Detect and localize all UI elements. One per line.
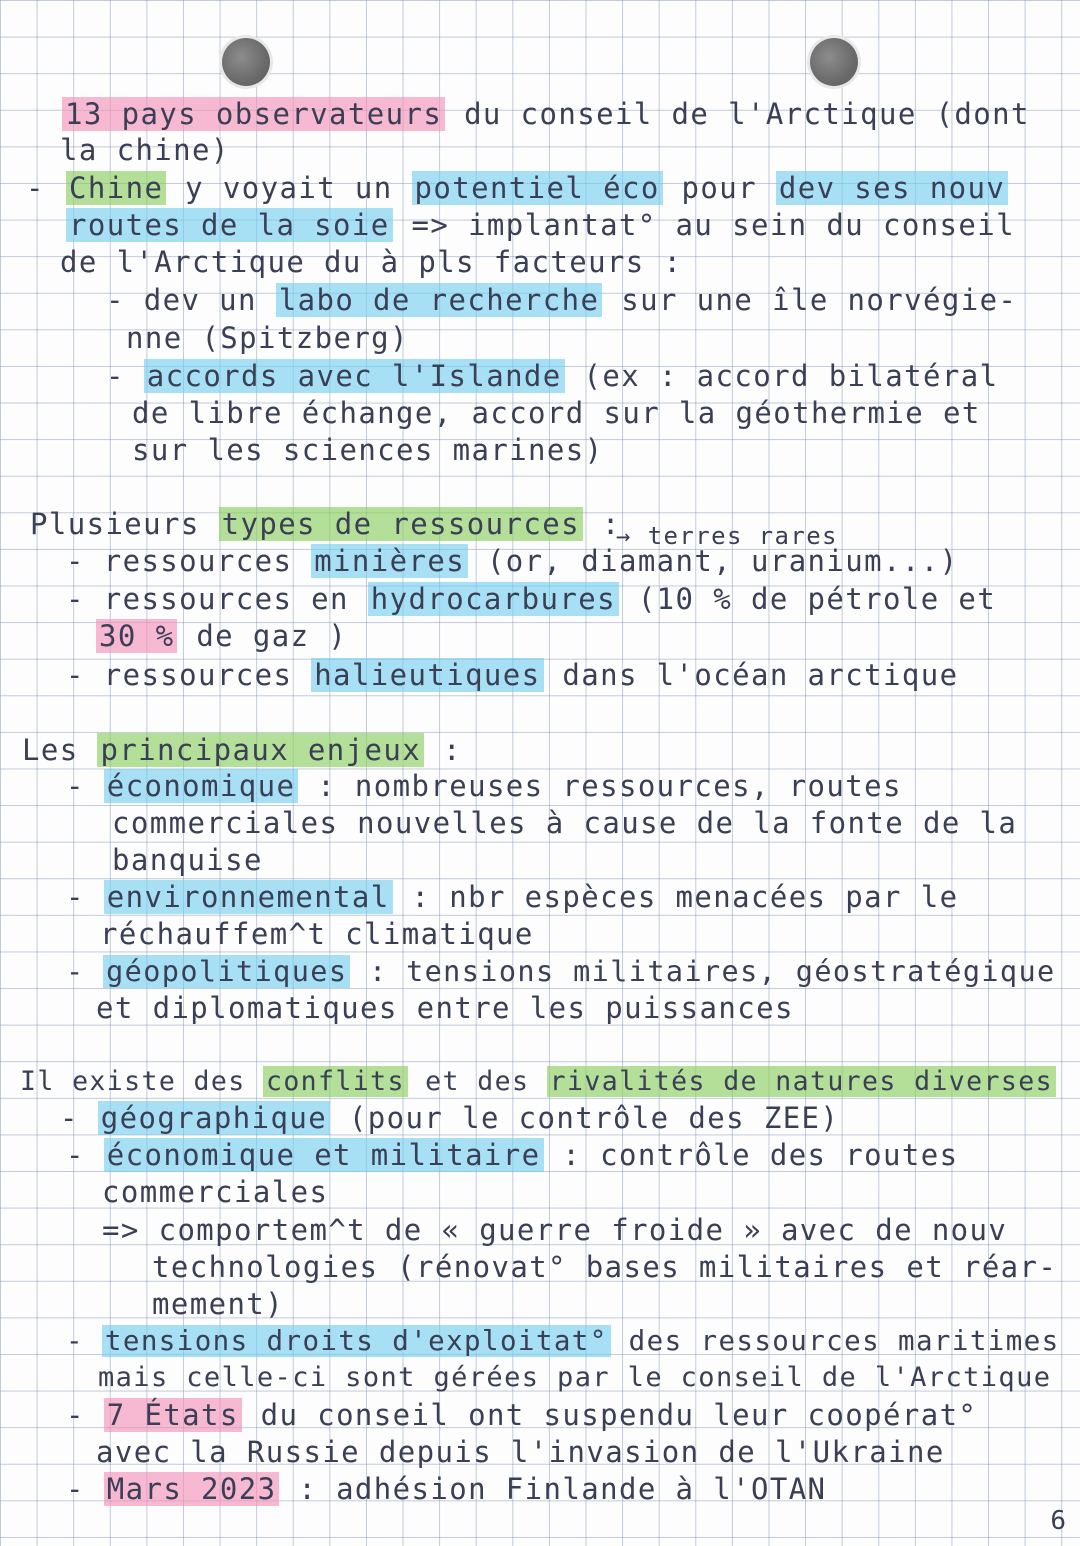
highlight-blue: dev ses nouv <box>776 171 1008 205</box>
note-line <box>96 990 794 1026</box>
note-line <box>66 581 996 617</box>
note-text: : adhésion Finlande à l'OTAN <box>279 1472 827 1506</box>
note-text: : nbr espèces menacées par le <box>392 880 959 914</box>
note-text: sur les sciences marines) <box>132 433 604 467</box>
note-line <box>132 395 981 431</box>
note-line <box>22 732 462 768</box>
note-line <box>66 170 1008 206</box>
note-line <box>96 1434 945 1470</box>
note-text: de libre échange, accord sur la géothermie et <box>132 396 981 430</box>
note-text: - <box>66 1472 104 1506</box>
note-line <box>62 96 1030 132</box>
note-text: mement) <box>152 1287 285 1321</box>
note-text: - ressources <box>66 658 312 692</box>
note-line <box>112 842 263 878</box>
note-text: => comportem^t de « guerre froide » avec de nouv <box>102 1213 1008 1247</box>
note-line <box>66 657 958 693</box>
note-line <box>98 1360 1051 1396</box>
note-line <box>66 1397 977 1433</box>
highlight-blue: routes de la soie <box>66 208 393 242</box>
note-line <box>66 207 1015 243</box>
highlight-blue: économique <box>104 769 299 803</box>
note-text: de l'Arctique du à pls facteurs : <box>60 245 683 279</box>
highlight-green: principaux enjeux <box>97 733 424 767</box>
note-text: - <box>66 1138 104 1172</box>
note-line <box>20 1064 1056 1100</box>
note-text: du conseil de l'Arctique (dont <box>445 97 1030 131</box>
note-text: - ressources <box>66 544 312 578</box>
note-text: sur une île norvégie- <box>602 283 1018 317</box>
note-line <box>66 1471 826 1507</box>
note-line <box>102 1212 1007 1248</box>
note-line <box>112 805 1017 841</box>
note-text: pour <box>662 171 776 205</box>
note-text: : <box>582 507 621 541</box>
note-text: - <box>66 880 104 914</box>
note-text: Il existe des <box>20 1066 263 1097</box>
note-line <box>60 1100 839 1136</box>
note-text: - dev un <box>106 283 276 317</box>
note-text: : tensions militaires, géostratégique <box>350 955 1056 988</box>
note-line <box>106 282 1017 318</box>
note-text: du conseil ont suspendu leur coopérat° <box>241 1398 978 1432</box>
note-line <box>60 132 230 168</box>
note-line <box>100 916 534 952</box>
note-text: - <box>66 955 104 988</box>
highlight-blue: labo de recherche <box>276 283 603 317</box>
note-text: technologies (rénovat° bases militaires et réar- <box>152 1250 1058 1284</box>
highlight-blue: géographique <box>98 1101 330 1135</box>
note-text: => implantat° au sein du conseil <box>392 208 1015 242</box>
note-line <box>26 170 45 206</box>
highlight-pink: 7 États <box>104 1398 242 1432</box>
note-text: - <box>66 1325 102 1357</box>
bullet-dash: - <box>26 171 45 205</box>
note-line <box>66 954 1056 990</box>
note-text: mais celle-ci sont gérées par le conseil de l'Arctique <box>98 1362 1052 1393</box>
note-line <box>96 618 347 654</box>
note-text: avec la Russie depuis l'invasion de l'Ukraine <box>96 1435 945 1469</box>
highlight-blue: halieutiques <box>311 658 543 692</box>
note-text: dans l'océan arctique <box>543 658 959 692</box>
highlight-blue: environnemental <box>104 880 393 914</box>
note-text: - <box>106 359 144 393</box>
highlight-blue: accords avec l'Islande <box>144 359 565 393</box>
note-text: de gaz ) <box>177 619 348 653</box>
highlight-pink: 13 pays observateurs <box>62 97 445 131</box>
note-text: : nombreuses ressources, routes <box>298 769 902 803</box>
note-line <box>66 1137 958 1173</box>
note-text: : contrôle des routes <box>543 1138 959 1172</box>
highlight-green: Chine <box>66 171 166 205</box>
note-text: Plusieurs <box>30 507 219 541</box>
note-line <box>66 879 958 915</box>
note-line <box>106 358 998 394</box>
highlight-blue: potentiel éco <box>412 171 663 205</box>
binder-hole-right <box>810 38 858 86</box>
highlight-green: rivalités de natures diverses <box>547 1066 1056 1097</box>
highlight-green: conflits <box>263 1066 408 1097</box>
note-text: et diplomatiques entre les puissances <box>96 991 794 1025</box>
note-text: banquise <box>112 843 263 877</box>
note-text: (or, diamant, uranium...) <box>468 544 959 578</box>
note-text: - <box>60 1101 98 1135</box>
note-text: y voyait un <box>166 171 412 205</box>
note-text: commerciales nouvelles à cause de la fonte de la <box>112 806 1018 840</box>
note-line <box>60 244 682 280</box>
highlight-blue: économique et militaire <box>104 1138 544 1172</box>
side-note: → terres rares <box>616 522 838 550</box>
note-line <box>66 1323 1060 1359</box>
highlight-blue: minières <box>311 544 468 578</box>
note-text: (ex : accord bilatéral <box>564 359 999 393</box>
note-text: - <box>66 769 104 803</box>
note-line <box>66 768 902 804</box>
highlight-pink: Mars 2023 <box>104 1472 280 1506</box>
note-text: : <box>424 733 462 767</box>
note-text: nne (Spitzberg) <box>126 321 409 355</box>
note-line <box>126 320 409 356</box>
note-line <box>102 1174 328 1210</box>
page-number: 6 <box>1050 1506 1066 1536</box>
note-text: des ressources maritimes <box>610 1325 1060 1357</box>
note-text: la chine) <box>60 133 230 167</box>
note-text: et des <box>407 1066 547 1097</box>
note-text: - <box>66 1398 104 1432</box>
note-text: Les <box>22 733 98 767</box>
note-line <box>152 1249 1057 1285</box>
note-text: réchauffem^t climatique <box>100 917 534 951</box>
note-line <box>132 432 604 468</box>
binder-hole-left <box>222 38 270 86</box>
note-text: (pour le contrôle des ZEE) <box>330 1101 840 1135</box>
highlight-blue: géopolitiques <box>103 955 350 988</box>
note-line <box>152 1286 284 1322</box>
note-line <box>66 543 958 579</box>
note-text: commerciales <box>102 1175 329 1209</box>
note-text: (10 % de pétrole et <box>618 582 997 616</box>
highlight-blue: hydrocarbures <box>368 582 619 616</box>
note-line <box>30 506 621 542</box>
highlight-blue: tensions droits d'exploitat° <box>102 1325 611 1357</box>
note-text: - ressources en <box>66 582 368 616</box>
highlight-pink: 30 % <box>96 619 177 653</box>
highlight-green: types de ressources <box>219 507 583 541</box>
